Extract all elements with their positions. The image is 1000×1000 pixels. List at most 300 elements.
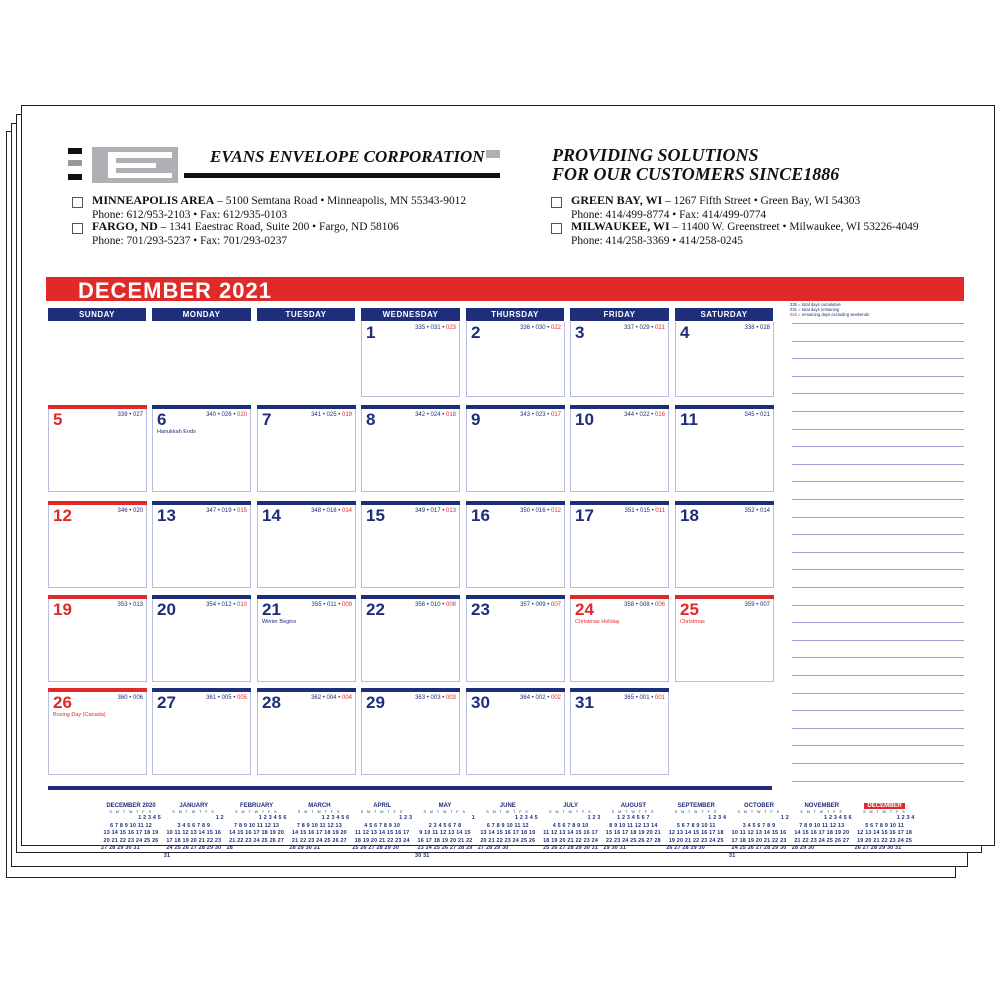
day-count-code: [415, 508, 456, 514]
mini-calendar-week: 25 26 27 28 29 30 31: [543, 845, 599, 852]
note-line: [792, 341, 964, 342]
mini-calendar-week: 19 20 21 22 23 24 25: [668, 837, 724, 844]
mini-calendar-week: 6 7 8 9 10 11 12: [486, 822, 529, 829]
day-count-code-text: 346 • 020: [117, 508, 143, 514]
day-note: Christmas Holiday: [575, 619, 620, 625]
day-cell: [675, 599, 774, 682]
mini-calendar-title: MAY: [438, 803, 452, 809]
day-cell: [257, 599, 356, 682]
day-number: 24: [575, 600, 594, 619]
day-number: 21: [262, 600, 281, 619]
weekday-remaining-code: 020: [236, 412, 247, 418]
day-cell-top-bar: [48, 688, 147, 692]
office-city: GREEN BAY, WI: [571, 193, 663, 207]
day-count-code-text: 355 • 011 •: [311, 602, 342, 608]
mini-calendar: [415, 803, 475, 861]
day-number: 26: [53, 693, 72, 712]
day-cell: [466, 322, 565, 397]
day-cell: [466, 409, 565, 492]
day-cell-top-bar: [257, 688, 356, 692]
day-count-code: [311, 508, 352, 514]
checkbox-icon: [551, 223, 562, 234]
day-cell: [570, 505, 669, 588]
mini-calendar-title: JUNE: [499, 803, 516, 809]
note-line: [792, 517, 964, 518]
mini-calendar-week: 16 17 18 19 20 21 22: [417, 837, 473, 844]
day-cell: [466, 692, 565, 775]
day-count-code: [745, 602, 770, 608]
day-cell: [257, 409, 356, 492]
note-line: [792, 675, 964, 676]
office-city: MILWAUKEE, WI: [571, 219, 670, 233]
mini-calendar-week: 8 9 10 11 12 13 14: [609, 822, 658, 829]
checkbox-icon: [551, 197, 562, 208]
day-count-code: [206, 602, 247, 608]
day-count-code: [520, 325, 561, 331]
day-count-code-text: 349 • 017 •: [415, 508, 446, 514]
day-number: 5: [53, 410, 63, 429]
mini-calendar-week: 13 14 15 16 17 18 19: [480, 830, 536, 837]
note-line: [792, 376, 964, 377]
day-cell: [361, 599, 460, 682]
day-count-code: [625, 508, 665, 514]
day-count-code: [312, 602, 352, 608]
mini-calendar-day-initials: S M T W T F S: [611, 810, 655, 814]
day-count-code: [206, 508, 247, 514]
weekday-sunday: SUNDAY: [48, 308, 146, 321]
day-cell-top-bar: [570, 501, 669, 505]
mini-calendar-week: 27 28 29 30: [477, 845, 509, 852]
weekday-remaining-code: 004: [341, 695, 352, 701]
mini-calendar-day-initials: S M T W T F S: [297, 810, 341, 814]
slogan-line-2: FOR OUR CUSTOMERS SINCE1886: [552, 164, 840, 184]
day-number: 19: [53, 600, 72, 619]
day-cell: [466, 505, 565, 588]
weekday-monday: MONDAY: [152, 308, 251, 321]
checkbox-icon: [72, 197, 83, 208]
mini-calendar-week: 31: [163, 852, 171, 859]
note-line: [792, 393, 964, 394]
mini-calendar-day-initials: S M T W T F S: [800, 810, 844, 814]
mini-calendar-week: 2 3 4 5 6 7 8: [428, 822, 462, 829]
mini-calendar-day-initials: S M T W T F S: [360, 810, 404, 814]
mini-calendar-day-initials: S M T W T F S: [737, 810, 781, 814]
day-count-code-text: 343 • 023 •: [520, 412, 551, 418]
office-phone: Phone: 414/499-8774 • Fax: 414/499-0774: [571, 208, 767, 221]
day-number: 9: [471, 410, 481, 429]
mini-calendar-week: 1: [471, 815, 475, 821]
day-count-code: [520, 412, 561, 418]
mini-calendar-week: 1 2: [780, 815, 789, 821]
mini-calendar-week: 28 29 30: [791, 845, 815, 852]
weekday-remaining-code: 006: [654, 602, 665, 608]
day-count-code: [624, 602, 665, 608]
weekday-remaining-code: 014: [341, 508, 352, 514]
day-count-code: [415, 325, 456, 331]
day-number: 14: [262, 506, 281, 525]
office-phone: Phone: 612/953-2103 • Fax: 612/935-0103: [92, 208, 288, 221]
office-address: – 1341 Eaestrac Road, Suite 200 • Fargo, ND 58106: [157, 221, 399, 233]
day-cell-top-bar: [257, 595, 356, 599]
weekday-remaining-code: 011: [655, 508, 665, 514]
day-count-code: [520, 695, 561, 701]
mini-calendar-week: 5 6 7 8 9 10 11: [676, 822, 716, 829]
note-line: [792, 763, 964, 764]
day-count-code-text: 359 • 007: [744, 602, 770, 608]
note-line: [792, 745, 964, 746]
legend: [790, 302, 869, 317]
mini-calendar-week: 11 12 13 14 15 16 17: [354, 830, 410, 837]
note-line: [792, 587, 964, 588]
day-count-code-text: 357 • 009 •: [520, 602, 551, 608]
day-number: 30: [471, 693, 490, 712]
mini-calendar-week: 7 8 9 10 11 12 13: [234, 822, 280, 829]
note-line: [792, 781, 964, 782]
note-line: [792, 728, 964, 729]
mini-calendar-week: 20 21 22 23 24 25 26: [103, 837, 159, 844]
weekday-remaining-code: 019: [341, 412, 352, 418]
mini-calendar-week: 1 2 3 4 5: [515, 815, 538, 821]
day-cell: [48, 599, 147, 682]
day-count-code-text: 336 • 030 •: [520, 325, 551, 331]
checkbox-icon: [72, 223, 83, 234]
day-count-code: [118, 412, 143, 418]
office-phone: Phone: 701/293-5237 • Fax: 701/293-0237: [92, 234, 288, 247]
office-minneapolis: [92, 194, 466, 222]
weekday-remaining-code: 015: [236, 508, 247, 514]
day-cell-top-bar: [466, 501, 565, 505]
day-number: 20: [157, 600, 176, 619]
mini-calendar-week: 1 2 3 4 5 6: [321, 815, 350, 821]
day-count-code-text: 363 • 003 •: [415, 695, 446, 701]
mini-calendar: [164, 803, 224, 861]
day-count-code-text: 362 • 004 •: [311, 695, 342, 701]
weekday-remaining-code: 016: [654, 412, 665, 418]
mini-calendar: [792, 803, 852, 853]
mini-calendar-week: 21 22 23 24 25 26 27: [229, 837, 285, 844]
day-number: 29: [366, 693, 385, 712]
legend-red-code: 023: [790, 312, 797, 317]
office-phone: Phone: 414/258-3369 • 414/258-0245: [571, 234, 743, 247]
note-line: [792, 552, 964, 553]
weekday-remaining-code: 022: [550, 325, 561, 331]
office-fargo: [92, 220, 399, 248]
weekday-remaining-code: 001: [654, 695, 665, 701]
weekday-remaining-code: 002: [550, 695, 561, 701]
day-count-code: [415, 695, 456, 701]
month-banner: [46, 277, 964, 301]
day-count-code: [118, 508, 143, 514]
day-count-code: [745, 412, 770, 418]
office-green-bay: [571, 194, 860, 222]
day-cell: [257, 505, 356, 588]
day-count-code: [118, 602, 143, 608]
day-cell-top-bar: [466, 595, 565, 599]
grid-bottom-bar: [48, 786, 772, 790]
note-line: [792, 710, 964, 711]
day-cell-top-bar: [466, 405, 565, 409]
mini-calendar-title: NOVEMBER: [804, 803, 840, 809]
weekday-remaining-code: 017: [550, 412, 561, 418]
office-city: MINNEAPOLIS AREA: [92, 193, 215, 207]
mini-calendar-title: SEPTEMBER: [677, 803, 715, 809]
mini-calendar-week: 12 13 14 15 16 17 18: [857, 830, 913, 837]
mini-calendar-title: MARCH: [308, 803, 331, 809]
day-cell: [48, 409, 147, 492]
note-line: [792, 446, 964, 447]
day-cell: [570, 409, 669, 492]
mini-calendar: [227, 803, 287, 853]
day-cell: [570, 599, 669, 682]
day-number: 4: [680, 323, 690, 342]
mini-calendar-day-initials: S M T W T F S: [235, 810, 279, 814]
day-cell: [361, 409, 460, 492]
day-count-code-text: 340 • 026 •: [206, 412, 237, 418]
mini-calendar-week: 7 8 9 10 11 12 13: [296, 822, 342, 829]
day-count-code: [311, 695, 352, 701]
mini-calendar-week: 20 21 22 23 24 25 26: [480, 837, 536, 844]
mini-calendar-day-initials: S M T W T F S: [172, 810, 216, 814]
day-cell: [361, 692, 460, 775]
mini-calendar-title: JANUARY: [179, 803, 209, 809]
mini-calendar-week: 25 26 27 28 29 30: [352, 845, 400, 852]
mini-calendar-week: 3 4 5 6 7 8 9: [742, 822, 776, 829]
day-count-code-text: 344 • 022 •: [624, 412, 655, 418]
mini-calendar: [352, 803, 412, 853]
weekday-remaining-code: 018: [445, 412, 456, 418]
mini-calendar-week: 1 2 3 4: [708, 815, 727, 821]
day-cell: [675, 322, 774, 397]
mini-calendar-week: 14 15 16 17 18 19 20: [794, 830, 850, 837]
office-milwaukee: [571, 220, 919, 248]
day-count-code-text: 339 • 027: [117, 412, 143, 418]
weekday-remaining-code: 009: [341, 602, 352, 608]
note-line: [792, 429, 964, 430]
note-line: [792, 657, 964, 658]
day-count-code-text: 338 • 028: [744, 325, 770, 331]
day-number: 3: [575, 323, 585, 342]
mini-calendar-title: APRIL: [373, 803, 392, 809]
note-line: [792, 605, 964, 606]
company-name: EVANS ENVELOPE CORPORATION: [210, 147, 485, 166]
day-count-code: [520, 602, 561, 608]
day-number: 2: [471, 323, 481, 342]
office-address: – 1267 Fifth Street • Green Bay, WI 54303: [662, 195, 861, 207]
day-cell-top-bar: [675, 595, 774, 599]
day-cell-top-bar: [675, 405, 774, 409]
mini-calendar-title: JULY: [563, 803, 578, 809]
note-line: [792, 323, 964, 324]
day-count-code-text: 360 • 006: [117, 695, 143, 701]
day-count-code-text: 350 • 016 •: [520, 508, 551, 514]
day-count-code-text: 337 • 029 •: [624, 325, 655, 331]
mini-calendar: [666, 803, 726, 853]
day-number: 12: [53, 506, 72, 525]
day-number: 6: [157, 410, 167, 429]
mini-calendar: [541, 803, 601, 853]
day-cell-top-bar: [152, 501, 251, 505]
mini-calendar-week: 6 7 8 9 10 11 12: [110, 822, 152, 829]
day-count-code: [745, 508, 770, 514]
mini-calendar-week: 15 16 17 18 19 20 21: [605, 830, 661, 837]
day-count-code-text: 358 • 008 •: [624, 602, 655, 608]
mini-calendar-week: 27 28 29 30 31: [101, 845, 140, 852]
note-line: [792, 358, 964, 359]
mini-calendar-day-initials: S M T W T F S: [863, 810, 907, 814]
day-cell-top-bar: [152, 595, 251, 599]
weekday-remaining-code: 023: [445, 325, 456, 331]
mini-calendar-week: 22 23 24 25 26 27 28: [605, 837, 661, 844]
day-cell: [570, 322, 669, 397]
note-line: [792, 569, 964, 570]
weekday-remaining-code: 010: [236, 602, 247, 608]
day-cell: [152, 692, 251, 775]
day-number: 31: [575, 693, 594, 712]
day-cell: [152, 505, 251, 588]
mini-calendar-week: 17 18 19 20 21 22 23: [731, 837, 787, 844]
mini-calendar-week: 4 5 6 7 8 9 10: [364, 822, 401, 829]
day-number: 27: [157, 693, 176, 712]
day-count-code-text: 345 • 021: [744, 412, 770, 418]
day-cell: [361, 505, 460, 588]
day-number: 10: [575, 410, 594, 429]
day-count-code-text: 353 • 013: [117, 602, 143, 608]
mini-calendar-week: 13 14 15 16 17 18 19: [103, 830, 159, 837]
mini-calendar-week: 26 27 28 29 30 31: [854, 845, 902, 852]
mini-calendar-week: 24 25 26 27 28 29 30: [731, 845, 787, 852]
mini-calendar-title: DECEMBER 2020: [106, 803, 156, 809]
mini-calendar: [603, 803, 663, 853]
note-line: [792, 464, 964, 465]
day-count-code: [745, 325, 770, 331]
note-line: [792, 534, 964, 535]
day-count-code-text: 335 • 031 •: [415, 325, 446, 331]
logo-e-mark: [92, 147, 178, 183]
mini-calendar-week: 1 2 3: [587, 815, 601, 821]
weekday-friday: FRIDAY: [570, 308, 669, 321]
mini-calendar-day-initials: S M T W T F S: [486, 810, 530, 814]
mini-calendar-title: OCTOBER: [744, 803, 774, 809]
day-cell: [257, 692, 356, 775]
day-cell: [48, 505, 147, 588]
mini-calendar-week: 21 22 23 24 25 26 27: [794, 837, 850, 844]
mini-calendar: [855, 803, 915, 853]
mini-calendar-title: FEBRUARY: [240, 803, 274, 809]
day-count-code-text: 364 • 002 •: [520, 695, 551, 701]
day-number: 22: [366, 600, 385, 619]
day-number: 25: [680, 600, 699, 619]
day-count-code-text: 351 • 015 •: [624, 508, 656, 514]
day-cell-top-bar: [48, 595, 147, 599]
mini-calendar-week: 18 19 20 21 22 23 24: [543, 837, 599, 844]
day-cell-top-bar: [570, 405, 669, 409]
mini-calendar-week: 21 22 23 24 25 26 27: [291, 837, 347, 844]
note-line: [792, 411, 964, 412]
day-number: 11: [680, 410, 698, 429]
mini-calendar-week: 23 24 25 26 27 28 29: [417, 845, 473, 852]
day-cell-top-bar: [361, 405, 460, 409]
day-number: 23: [471, 600, 490, 619]
day-cell-top-bar: [48, 501, 147, 505]
day-note: Boxing Day (Canada): [53, 712, 106, 718]
mini-calendar-day-initials: S M T W T F S: [674, 810, 718, 814]
mini-calendar-week: 1 2 3 4 5 6: [258, 815, 287, 821]
day-number: 7: [262, 410, 272, 429]
office-address: – 11400 W. Greenstreet • Milwaukee, WI 53226-4049: [669, 221, 919, 233]
mini-calendar-week: 1 2 3 4: [896, 815, 915, 821]
mini-calendar-week: 29 30 31: [603, 845, 626, 852]
day-cell: [570, 692, 669, 775]
day-count-code-text: 365 • 001 •: [624, 695, 655, 701]
day-cell: [48, 692, 147, 775]
day-cell: [152, 599, 251, 682]
month-title: DECEMBER 2021: [78, 278, 272, 303]
weekday-thursday: THURSDAY: [466, 308, 564, 321]
day-count-code-text: 348 • 018 •: [311, 508, 342, 514]
weekday-remaining-code: 005: [236, 695, 247, 701]
mini-calendar-week: 5 6 7 8 9 10 11: [865, 822, 904, 829]
mini-calendar-week: 10 11 12 13 14 15 16: [166, 830, 222, 837]
day-note: Hanukkah Ends: [157, 429, 196, 435]
day-cell-top-bar: [361, 595, 460, 599]
mini-calendar: [478, 803, 538, 853]
day-number: 1: [366, 323, 376, 342]
mini-calendar-week: 3 4 5 6 7 8 9: [177, 822, 211, 829]
mini-calendar-week: 1 2: [215, 815, 224, 821]
mini-calendar: [101, 803, 161, 853]
day-count-code: [206, 695, 247, 701]
day-cell-top-bar: [361, 688, 460, 692]
day-count-code-text: 361 • 005 •: [206, 695, 237, 701]
mini-calendar-week: 14 15 16 17 18 19 20: [291, 830, 347, 837]
day-count-code: [624, 695, 665, 701]
weekday-saturday: SATURDAY: [675, 308, 773, 321]
mini-calendar-week: 31: [729, 852, 736, 859]
day-note: Winter Begins: [262, 619, 297, 625]
day-number: 18: [680, 506, 699, 525]
day-cell-top-bar: [570, 688, 669, 692]
office-city: FARGO, ND: [92, 219, 158, 233]
mini-calendar-week: 11 12 13 14 15 16 17: [543, 830, 598, 837]
day-cell-top-bar: [361, 501, 460, 505]
mini-calendar-week: 17 18 19 20 21 22 23: [166, 837, 222, 844]
mini-calendar-week: 7 8 9 10 11 12 13: [799, 822, 845, 829]
day-count-code-text: 354 • 012 •: [206, 602, 237, 608]
mini-calendar-day-initials: S M T W T F S: [109, 810, 153, 814]
day-number: 16: [471, 506, 490, 525]
mini-calendar-week: 1 2 3: [399, 815, 413, 821]
day-cell-top-bar: [466, 688, 565, 692]
note-line: [792, 499, 964, 500]
note-line: [792, 693, 964, 694]
mini-calendar-week: 24 25 26 27 28 29 30: [166, 845, 222, 852]
mini-calendar-week: 4 5 6 7 8 9 10: [552, 822, 589, 829]
mini-calendar: [729, 803, 789, 861]
day-cell-top-bar: [675, 501, 774, 505]
day-cell: [361, 322, 460, 397]
mini-calendar-day-initials: S M T W T F S: [423, 810, 467, 814]
slogan-line-1: PROVIDING SOLUTIONS: [552, 145, 759, 165]
day-count-code: [624, 412, 665, 418]
day-count-code-text: 347 • 019 •: [206, 508, 237, 514]
mini-calendar-week: 26 27 28 29 30: [666, 845, 705, 852]
mini-calendar-title: DECEMBER: [864, 803, 904, 809]
day-count-code-text: 342 • 024 •: [415, 412, 446, 418]
day-count-code: [520, 508, 561, 514]
day-cell: [466, 599, 565, 682]
day-cell-top-bar: [257, 501, 356, 505]
mini-calendar-title: AUGUST: [620, 803, 647, 809]
